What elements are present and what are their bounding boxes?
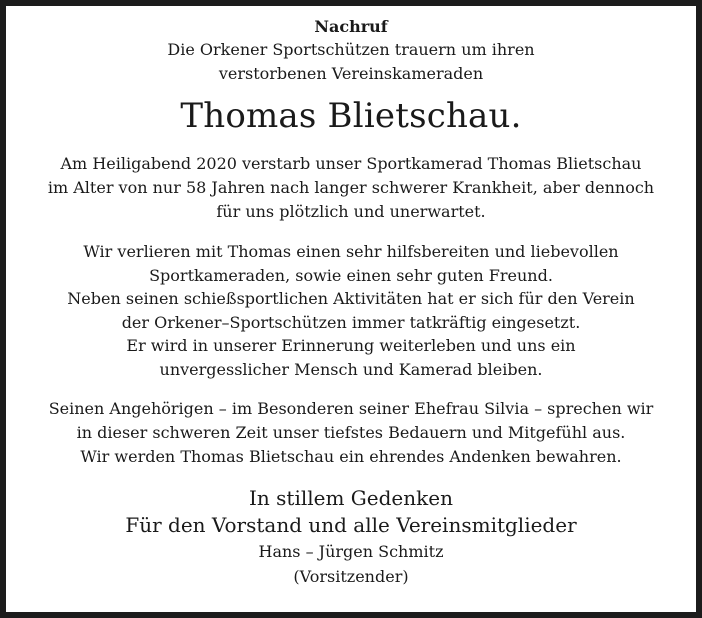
paragraph-line: unvergesslicher Mensch und Kamerad bleiben. <box>159 359 543 379</box>
paragraph-line: Neben seinen schießsportlichen Aktivitäten hat er sich für den Verein <box>67 289 635 308</box>
notice-heading: Nachruf <box>314 17 388 36</box>
closing-line: In stillem Gedenken <box>249 486 453 510</box>
paragraph-line: Seinen Angehörigen – im Besonderen seiner Ehefrau Silvia – sprechen wir <box>48 399 654 418</box>
deceased-name: Thomas Blietschau. <box>180 96 522 136</box>
intro-text <box>12 38 690 86</box>
intro-line: verstorbenen Vereinskameraden <box>218 64 484 83</box>
signature-block <box>12 539 690 589</box>
paragraph-line: Wir verlieren mit Thomas einen sehr hilfsbereiten und liebevollen <box>83 242 619 261</box>
signatory-name: Hans – Jürgen Schmitz <box>258 542 444 561</box>
paragraph-line: im Alter von nur 58 Jahren nach langer schwerer Krankheit, aber dennoch <box>47 178 655 197</box>
paragraph-line: in dieser schweren Zeit unser tiefstes Bedauern und Mitgefühl aus. <box>76 423 626 442</box>
closing-line: Für den Vorstand und alle Vereinsmitglieder <box>125 513 577 537</box>
paragraph-tribute <box>12 240 690 381</box>
signatory-role: (Vorsitzender) <box>293 567 409 586</box>
paragraph-death-notice <box>12 152 690 224</box>
paragraph-line: Am Heiligabend 2020 verstarb unser Sportkamerad Thomas Blietschau <box>60 154 642 173</box>
paragraph-line: Er wird in unserer Erinnerung weiterleben und uns ein <box>126 336 576 355</box>
paragraph-line: für uns plötzlich und unerwartet. <box>216 202 486 221</box>
obituary-content <box>12 12 690 606</box>
paragraph-line: der Orkener–Sportschützen immer tatkräftig eingesetzt. <box>121 312 581 332</box>
closing-text <box>12 485 690 539</box>
paragraph-line: Wir werden Thomas Blietschau ein ehrendes Andenken bewahren. <box>80 447 622 466</box>
intro-line: Die Orkener Sportschützen trauern um ihren <box>167 40 535 59</box>
paragraph-condolences <box>12 397 690 469</box>
paragraph-line: Sportkameraden, sowie einen sehr guten Freund. <box>149 265 553 285</box>
